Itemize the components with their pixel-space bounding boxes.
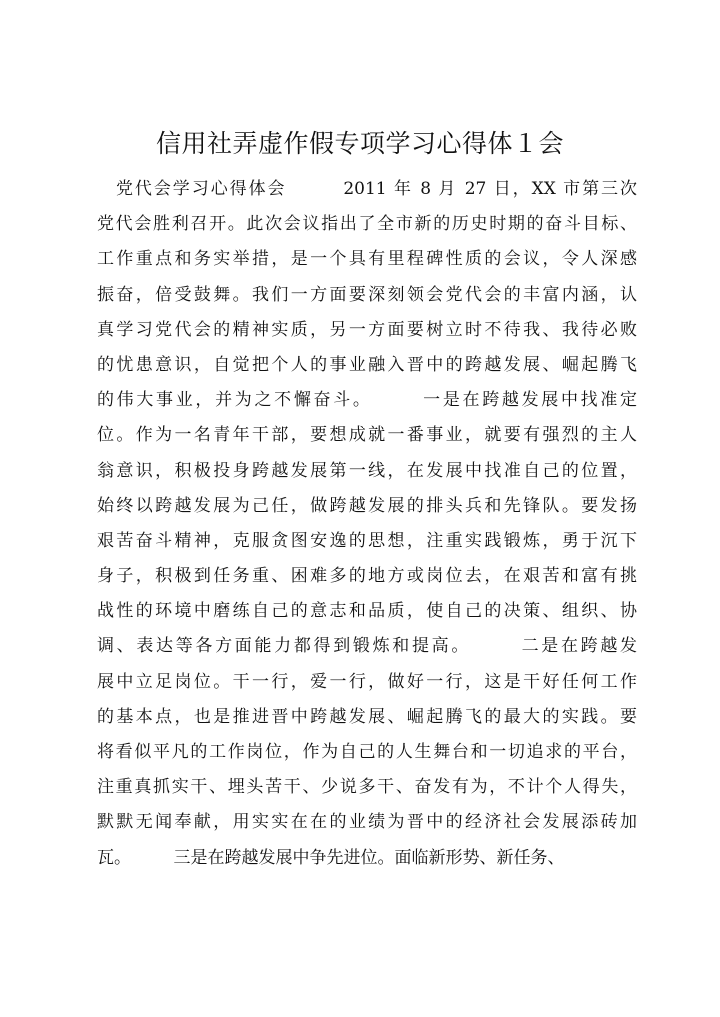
- body-line: 真学习党代会的精神实质，另一方面要树立时不待我、我待必败: [97, 319, 637, 340]
- body-line: 工作重点和务实举措，是一个具有里程碑性质的会议，令人深感: [97, 249, 637, 270]
- body-line: 注重真抓实干、埋头苦干、少说多干、奋发有为，不计个人得失，: [97, 777, 637, 798]
- document-title: 信用社弄虚作假专项学习心得体１会: [155, 129, 564, 158]
- document-body: [97, 172, 637, 876]
- body-line: 调、表达等各方面能力都得到锻炼和提高。 二是在跨越发: [97, 636, 637, 657]
- body-line: 党代会学习心得体会 2011 年 8 月 27 日，XX 市第三次: [97, 179, 637, 199]
- body-line: 艰苦奋斗精神，克服贪图安逸的思想，注重实践锻炼，勇于沉下: [97, 530, 637, 551]
- body-line: 位。作为一名青年干部，要想成就一番事业，就要有强烈的主人: [97, 425, 637, 446]
- body-line: 的伟大事业，并为之不懈奋斗。 一是在跨越发展中找准定: [97, 390, 637, 411]
- body-line: 身子，积极到任务重、困难多的地方或岗位去，在艰苦和富有挑: [97, 566, 637, 587]
- body-line: 的忧患意识，自觉把个人的事业融入晋中的跨越发展、崛起腾飞: [97, 354, 637, 375]
- body-line: 党代会胜利召开。此次会议指出了全市新的历史时期的奋斗目标、: [97, 214, 637, 235]
- body-line: 翁意识，积极投身跨越发展第一线，在发展中找准自己的位置，: [97, 460, 637, 481]
- body-line: 的基本点，也是推进晋中跨越发展、崛起腾飞的最大的实践。要: [97, 706, 637, 727]
- body-line: 将看似平凡的工作岗位，作为自己的人生舞台和一切追求的平台，: [97, 742, 637, 762]
- body-line: 默默无闻奉献，用实实在在的业绩为晋中的经济社会发展添砖加: [97, 812, 637, 833]
- body-line: 战性的环境中磨练自己的意志和品质，使自己的决策、组织、协: [97, 601, 637, 622]
- body-line: 始终以跨越发展为己任，做跨越发展的排头兵和先锋队。要发扬: [97, 495, 637, 516]
- body-line: 振奋，倍受鼓舞。我们一方面要深刻领会党代会的丰富内涵，认: [97, 284, 637, 305]
- body-line: 瓦。 三是在跨越发展中争先进位。面临新形势、新任务、: [97, 847, 565, 868]
- body-line: 展中立足岗位。干一行，爱一行，做好一行，这是干好任何工作: [97, 671, 637, 692]
